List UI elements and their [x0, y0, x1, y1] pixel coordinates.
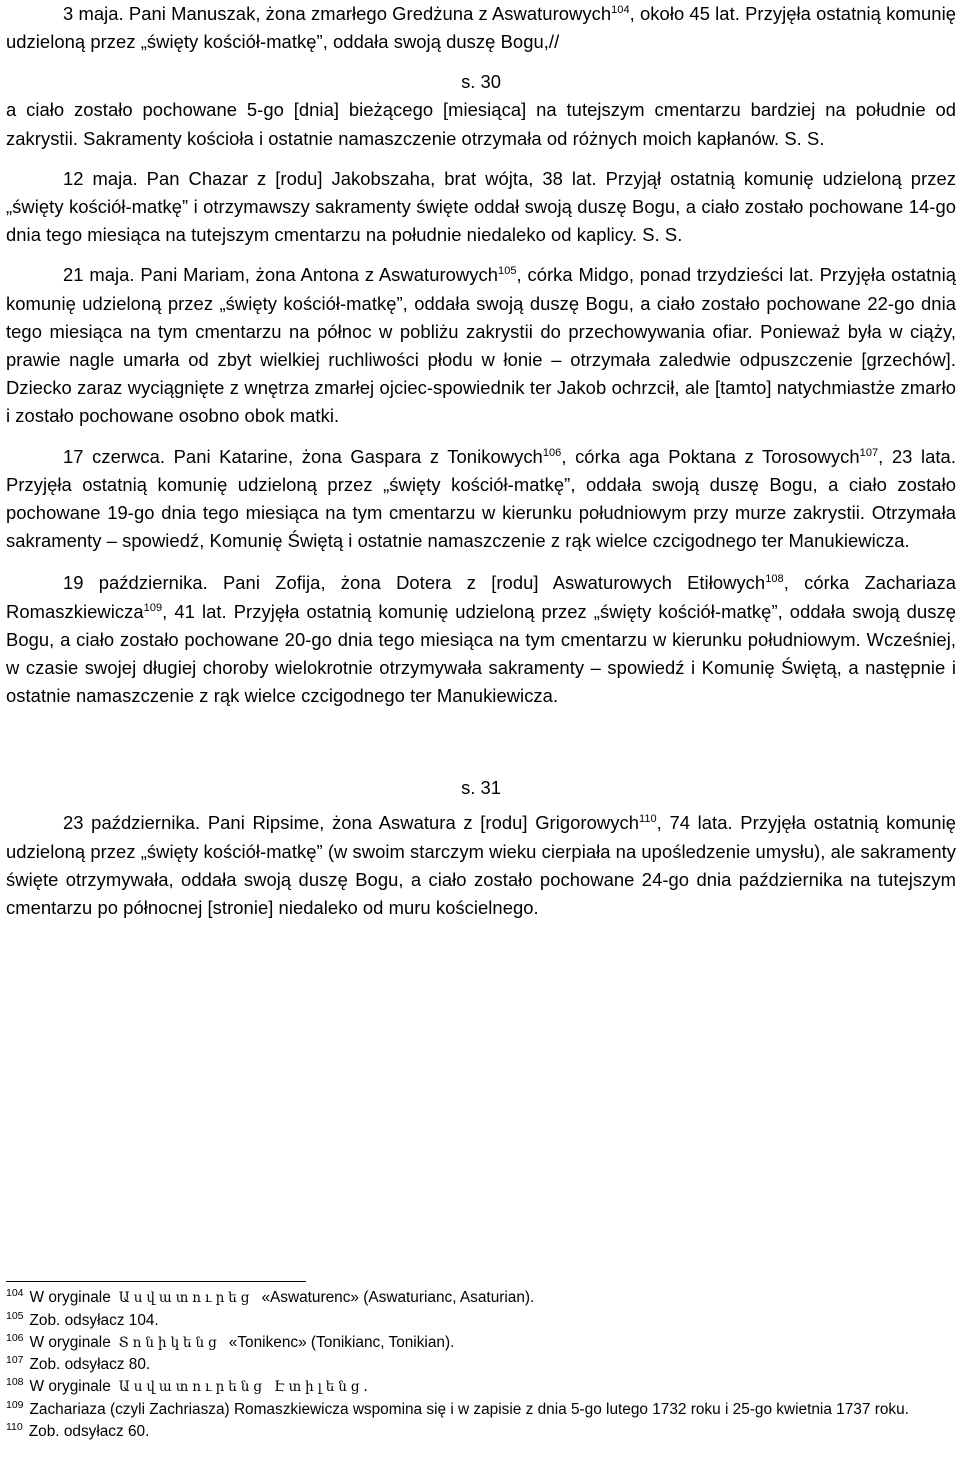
- footnote-ref-105[interactable]: 105: [498, 265, 517, 278]
- armenian-text: Տոնիկենց: [118, 1334, 221, 1351]
- entry-12-may: 12 maja. Pan Chazar z [rodu] Jakobszaha, brat wójta, 38 lat. Przyjął ostatnią komunię udzieloną przez „święty kościół-matkę” i otrzymawszy sakramenty święte oddał swoją duszę Bogu, a ciało zostało pochowane 14-go dnia tego miesiąca na tutejszym cmentarzu na południe niedaleko od kaplicy. S. S.: [6, 167, 957, 246]
- entry-3-may-continued: a ciało zostało pochowane 5-go [dnia] bieżącego [miesiąca] na tutejszym cmentarzu bardziej na południe od zakrystii. Sakramenty kościoła i ostatnie namaszczenie otrzymała od różnych moich kapłanów. S. S.: [6, 99, 956, 149]
- entry-23-october: 23 października. Pani Ripsime, żona Aswatura z [rodu] Grigorowych$^{110}$, 74 lata. Przyjęła ostatnią komunię udzieloną przez „święty kościół-matkę” (w swoim starczym wieku cierpiała na upośledzenie umysłu), ale sakramenty święte otrzymywała, oddała swoją duszę Bogu, a ciało zostało pochowane 24-go dnia października na tutejszym cmentarzu po północnej [stronie] niedaleko od muru kościelnego.: [6, 812, 956, 919]
- footnote-107: $^{107}$ Zob. odsyłacz 80.: [6, 1354, 151, 1374]
- document-page: [6, 0, 956, 922]
- entry-date: 21 maja.: [63, 264, 135, 286]
- footnote-109: $^{109}$ Zachariaza (czyli Zachriasza) Romaszkiewicza wspomina się i w zapisie z dnia 5-go lutego 1732 roku i 25-go kwietnia 1737 roku.: [6, 1398, 909, 1418]
- entry-21-may: 21 maja. Pani Mariam, żona Antona z Aswaturowych$^{105}$, córka Midgo, ponad trzydzieści lat. Przyjęła ostatnią komunię udzieloną przez „święty kościół-matkę”, oddała swoją duszę Bogu, a ciało zostało pochowane 22-go dnia tego miesiąca na tym cmentarzu na północ w pobliżu zakrystii do przechowywania ofiar. Ponieważ była w ciąży, prawie nagle umarła od zbyt wielkiej ruchliwości płodu w łonie – otrzymała zaledwie odpuszczenie [grzechów]. Dziecko zaraz wyciągnięte z wnętrza zmarłej ojciec-spowiednik ter Jakob ochrzcił, ale [tamto] natychmiastże zmarło i zostało pochowane osobno obok matki.: [6, 264, 956, 427]
- entry-date: 19 października.: [63, 572, 208, 594]
- footnote-105: $^{105}$ Zob. odsyłacz 104.: [6, 1309, 159, 1329]
- page-marker-31: s. 31: [461, 777, 501, 799]
- footnote-ref-108[interactable]: 108: [765, 573, 784, 586]
- entry-date: 23 października.: [63, 812, 201, 834]
- footnote-ref-110[interactable]: 110: [638, 813, 657, 826]
- entry-date: 3 maja.: [63, 3, 124, 24]
- footnotes-section: [6, 1281, 956, 1443]
- footnote-104: $^{104}$ W oryginale Ասվատուրեց «Aswaturenc» (Aswaturianc, Asaturian).: [6, 1287, 535, 1306]
- entry-date: 12 maja.: [63, 167, 138, 189]
- entry-19-october: 19 października. Pani Zofija, żona Dotera z [rodu] Aswaturowych Etiłowych$^{108}$, córka Zachariaza Romaszkiewicza$^{109}$, 41 lat. Przyjęła ostatnią komunię udzieloną przez „święty kościół-matkę”, oddała swoją duszę Bogu, a ciało zostało pochowane 20-go dnia tego miesiąca na tym cmentarzu w kierunku południowym. Wcześniej, w czasie swojej długiej choroby wielokrotnie otrzymywała sakramenty – spowiedź i Komunię Świętą, a następnie i ostatnie namaszczenie z rąk wielce czcigodnego ter Manukiewicza.: [6, 572, 956, 707]
- page-marker-30: s. 30: [461, 71, 501, 93]
- armenian-text: Ասվատուրեց: [118, 1290, 254, 1306]
- armenian-text: Ասվատուրենց Էտիլենց.: [118, 1379, 372, 1396]
- footnote-ref-107[interactable]: 107: [859, 446, 879, 459]
- footnote-108: $^{108}$ W oryginale Ասվատուրենց Էտիլենց.: [6, 1376, 372, 1396]
- footnote-ref-109[interactable]: 109: [143, 601, 163, 614]
- footnote-110: $^{110}$ Zob. odsyłacz 60.: [6, 1420, 150, 1440]
- footnote-106: $^{106}$ W oryginale Տոնիկենց «Tonikenc» (Tonikianc, Tonikian).: [6, 1331, 455, 1351]
- footnote-divider: [6, 1281, 306, 1282]
- entry-date: 17 czerwca.: [63, 445, 166, 467]
- footnote-ref-106[interactable]: 106: [542, 446, 562, 459]
- footnote-ref-104[interactable]: 104: [611, 4, 630, 16]
- entry-3-may: 3 maja. Pani Manuszak, żona zmarłego Gredżuna z Aswaturowych$^{104}$, około 45 lat. Przyjęła ostatnią komunię udzieloną przez „święty kościół-matkę”, oddała swoją duszę Bogu,//: [6, 3, 956, 53]
- entry-17-june: 17 czerwca. Pani Katarine, żona Gaspara z Tonikowych$^{106}$, córka aga Poktana z Torosowych$^{107}$, 23 lata. Przyjęła ostatnią komunię udzieloną przez „święty kościół-matkę”, oddała swoją duszę Bogu, a ciało zostało pochowane 19-go dnia tego miesiąca na tym cmentarzu w kierunku południowym przy murze zakrystii. Otrzymała sakramenty – spowiedź, Komunię Świętą i ostatnie namaszczenie z rąk wielce czcigodnego ter Manukiewicza.: [6, 445, 956, 552]
